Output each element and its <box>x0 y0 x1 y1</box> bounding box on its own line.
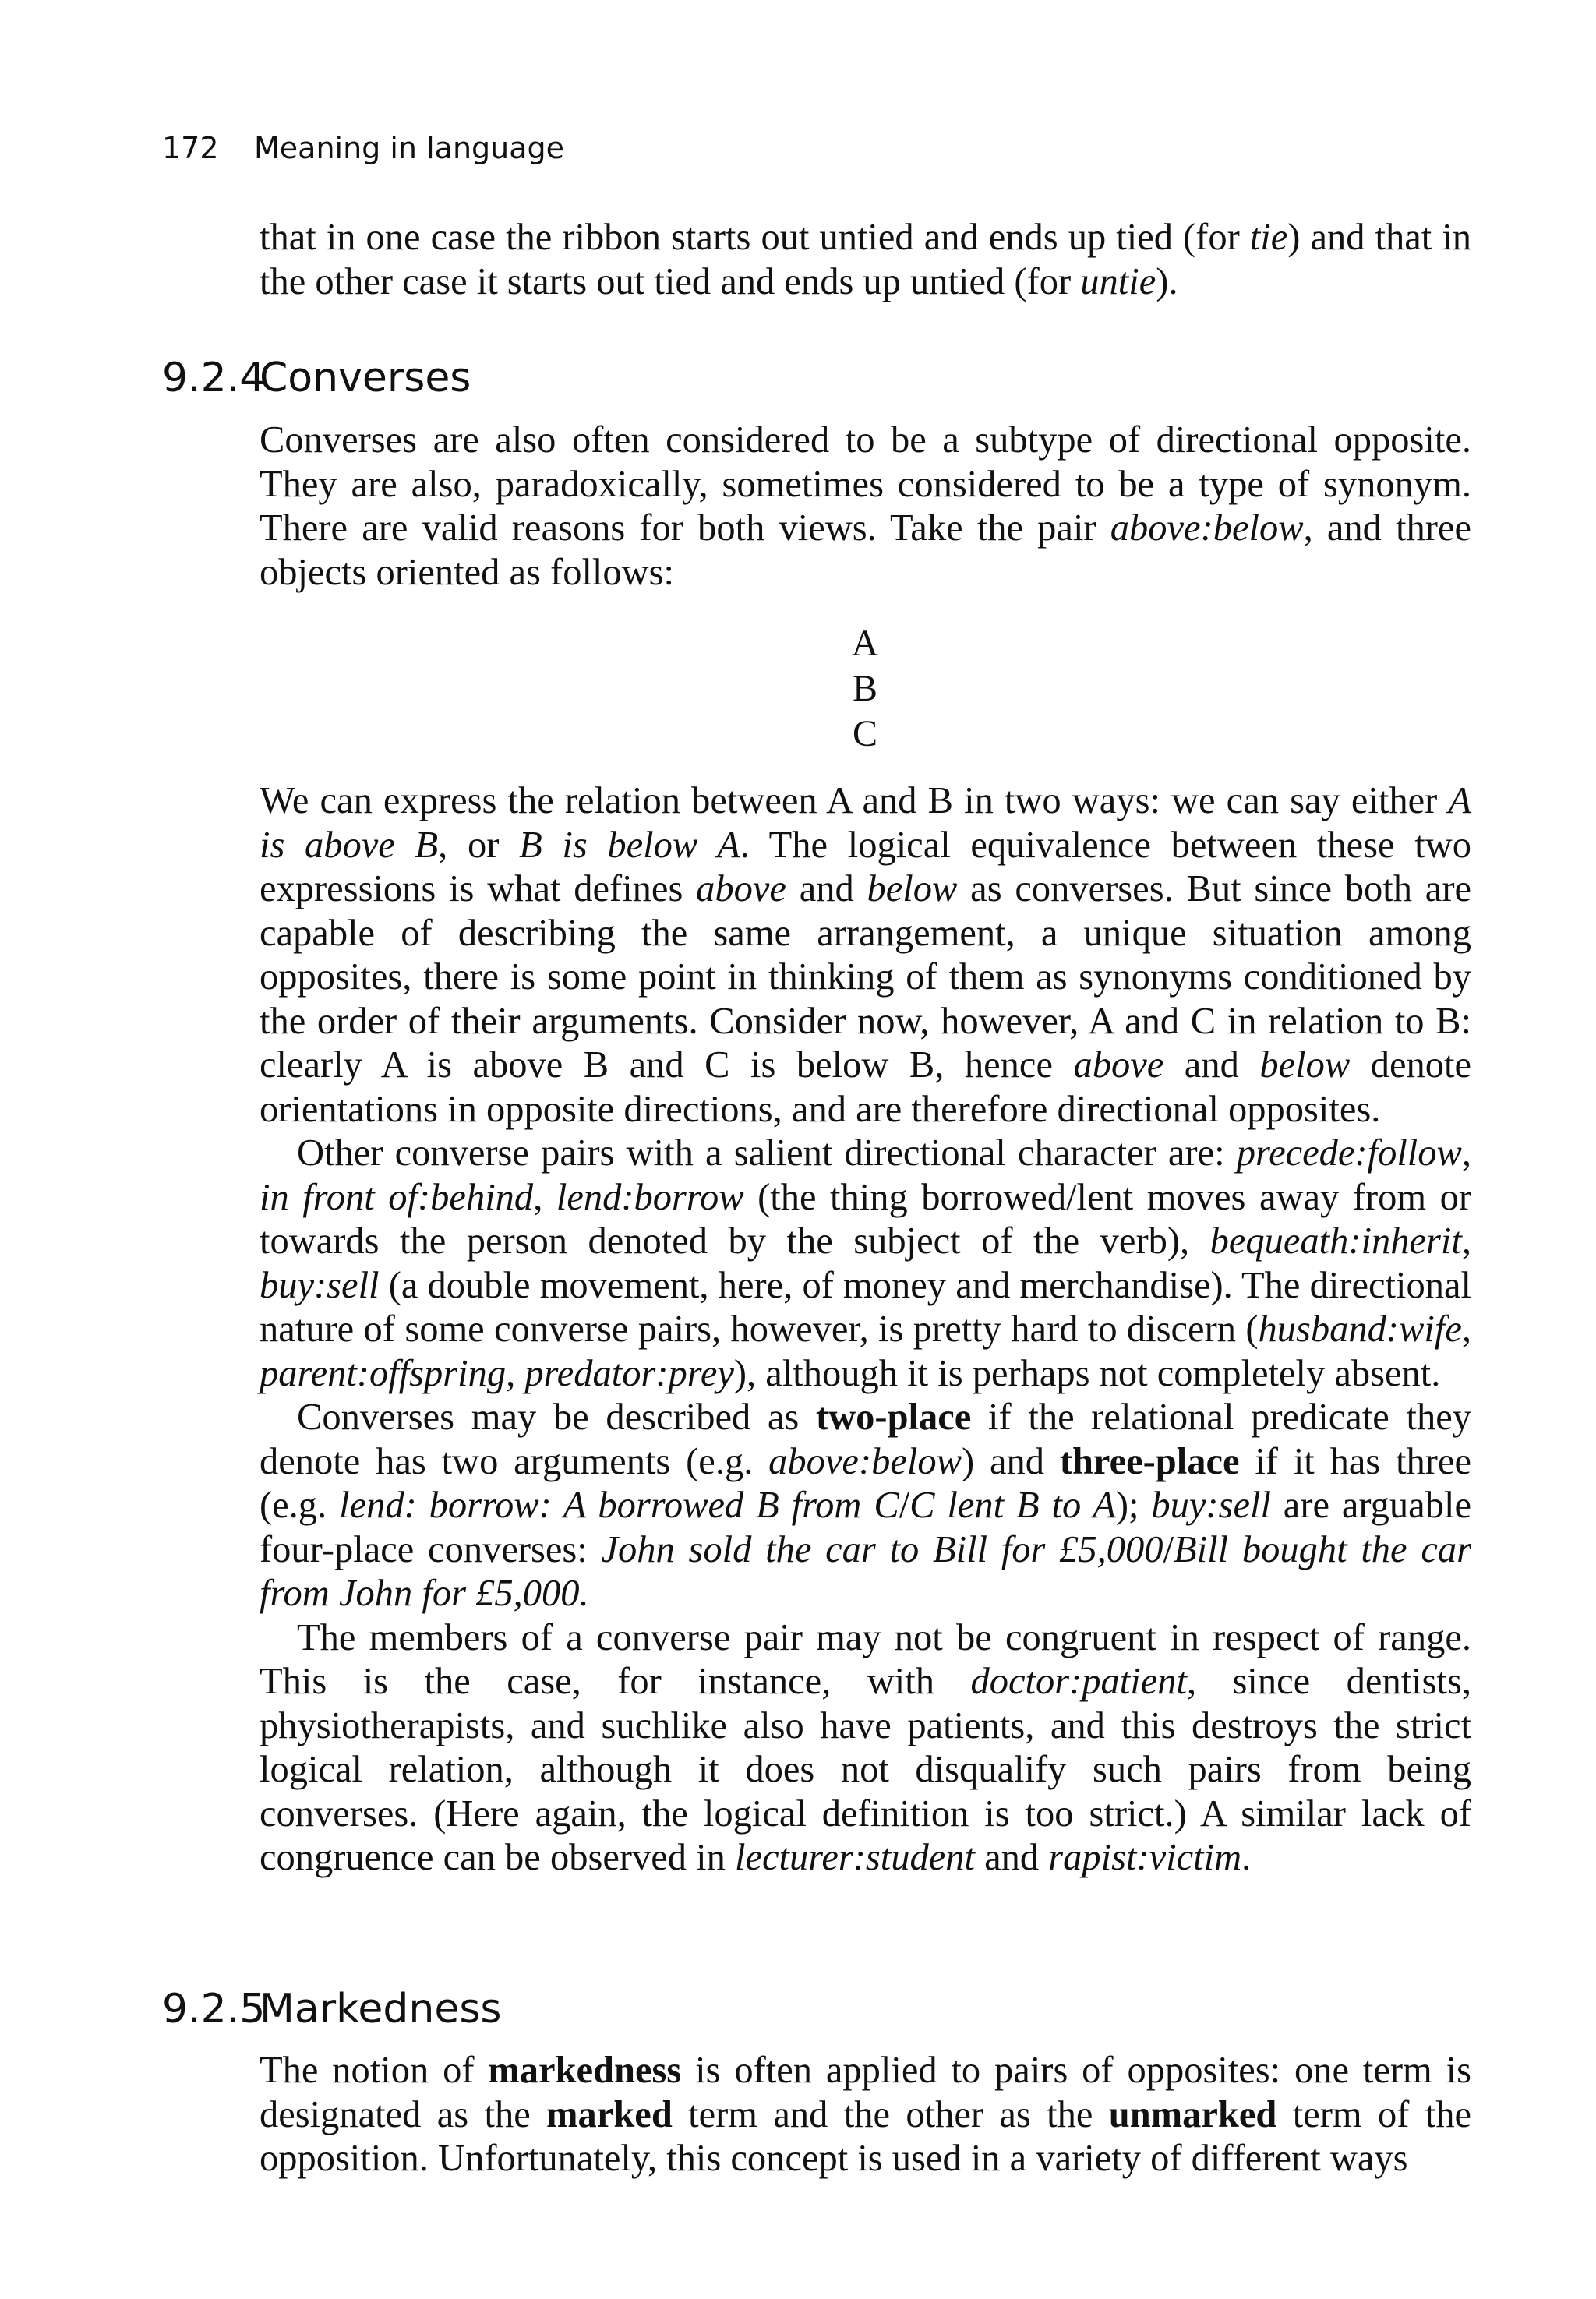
section-number: 9.2.5 <box>162 1986 266 2032</box>
orientation-example <box>842 621 888 757</box>
paragraph-markedness: The notion of markedness is often applied to pairs of opposites: one term is designated as the marked term and the other as the unmarked term of the opposition. Unfortunately, this concept is used in a variety of different ways <box>260 2050 1471 2179</box>
section-title: Converses <box>260 355 471 401</box>
paragraph-continuation: that in one case the ribbon starts out untied and ends up tied (for tie) and that in the other case it starts out tied and ends up untied (for untie). <box>260 217 1471 302</box>
paragraph-two-place: Converses may be described as two-place if the relational predicate they denote has two arguments (e.g. above:below) and three-place if it has three (e.g. lend: borrow: A borrowed B from C/C lent B to A); buy:sell are arguable four-place converses: John sold the car to Bill for £5,000/Bill bought the car from John for £5,000. <box>260 1397 1472 1614</box>
converses-intro-block <box>260 418 1471 595</box>
converses-body-block <box>260 779 1471 1881</box>
example-letter-c: C <box>852 713 877 754</box>
paragraph-congruence: The members of a converse pair may not be congruent in respect of range. This is the case, for instance, with doctor:patient, since dentists, physiotherapists, and suchlike also have patients, and this destroys the strict logical relation, although it does not disqualify such pairs from being converses. (Here again, the logical definition is too strict.) A similar lack of congruence can be observed in lecturer:student and rapist:victim. <box>260 1616 1471 1878</box>
page-number: 172 <box>162 131 219 165</box>
markedness-block <box>260 2049 1471 2181</box>
paragraph-relation: We can express the relation between A and B in two ways: we can say either A is above B, or B is below A. The logical equivalence between these two expressions is what defines above and below as converses. But since both are capable of describing the same arrangement, a unique situation among opposites, there is some point in thinking of them as synonyms conditioned by the order of their arguments. Consider now, however, A and C in relation to B: clearly A is above B and C is below B, hence above and below denote orientations in opposite directions, and are therefore directional opposites. <box>260 780 1472 1130</box>
section-number: 9.2.4 <box>162 355 266 401</box>
section-title: Markedness <box>260 1986 502 2032</box>
running-title: Meaning in language <box>254 131 565 165</box>
paragraph-other-pairs: Other converse pairs with a salient directional character are: precede:follow, in front of:behind, lend:borrow (the thing borrowed/lent moves away from or towards the person denoted by the subject of the verb), bequeath:inherit, buy:sell (a double movement, here, of money and merchandise). The directional nature of some converse pairs, however, is pretty hard to discern (husband:wife, parent:offspring, predator:prey), although it is perhaps not completely absent. <box>260 1132 1471 1394</box>
section-heading-converses <box>162 355 471 401</box>
running-header <box>162 131 564 165</box>
opening-paragraph-block <box>260 216 1471 304</box>
paragraph-converses-intro: Converses are also often considered to be a subtype of directional opposite. They are also, paradoxically, sometimes considered to be a type of synonym. There are valid reasons for both views. Take the pair above:below, and three objects oriented as follows: <box>260 419 1471 593</box>
example-letter-b: B <box>852 668 877 709</box>
example-letter-a: A <box>851 623 879 664</box>
section-heading-markedness <box>162 1986 502 2032</box>
